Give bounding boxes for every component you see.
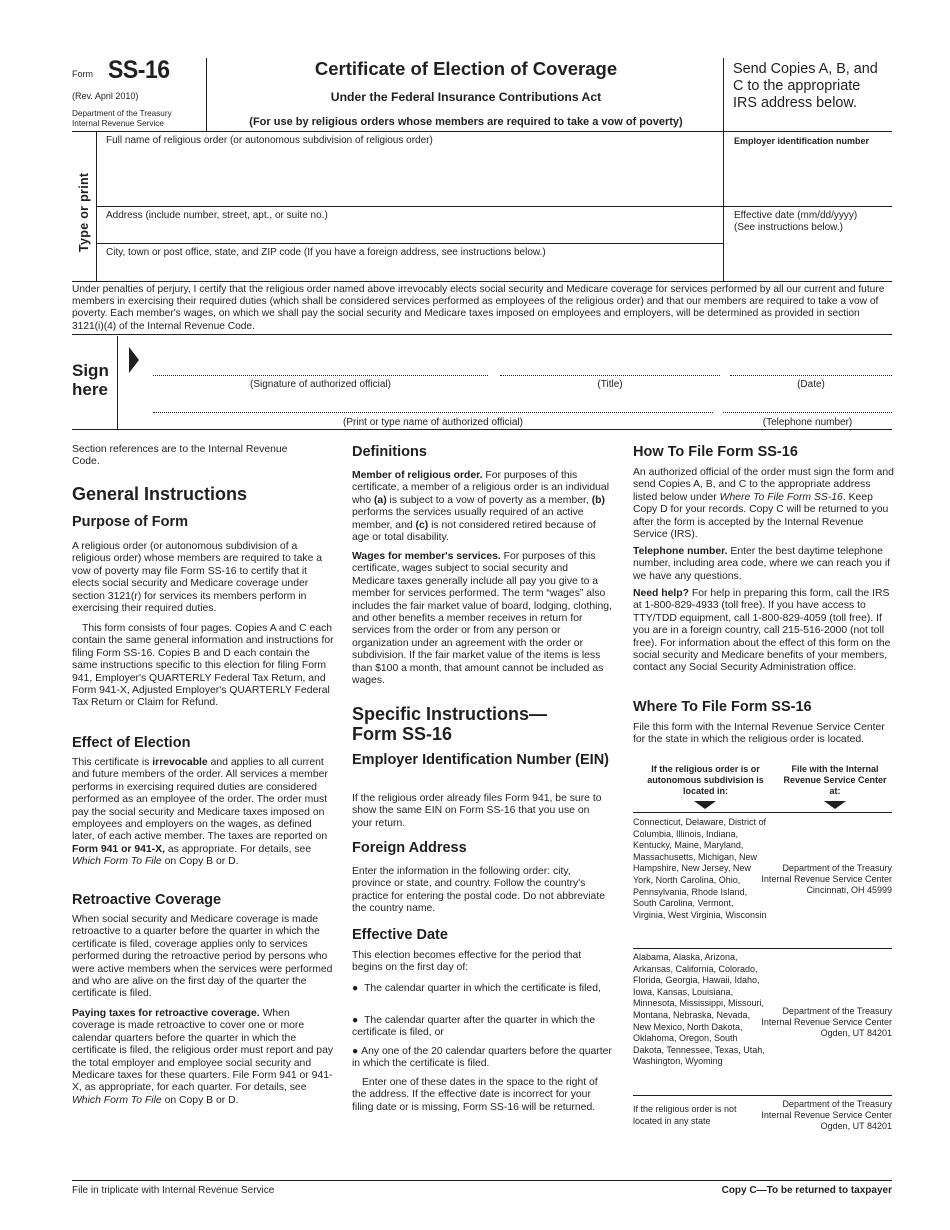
- effective-date-bullet-2: ● The calendar quarter after the quarter in which the certificate is filed, or: [352, 1015, 596, 1039]
- telephone-caption: (Telephone number): [762, 417, 853, 428]
- foreign-address-text: Enter the information in the following order: city, province or state, and country. Follow the country's practice for entering the postal code. Do not abbreviate the country name.: [352, 866, 605, 915]
- purpose-heading: Purpose of Form: [72, 514, 189, 530]
- signature-line[interactable]: [153, 375, 488, 376]
- table-row-rule: [633, 1095, 892, 1096]
- field-row-rule-1: [97, 206, 892, 207]
- retroactive-paragraph-2: Paying taxes for retroactive coverage. When coverage is made retroactive to cover one or more calendar quarters before the quarter in which the certificate is filed, the religious order must report and pay the total employer and employee social security and Medicare taxes for these quarters. File Form 941 or 941-X, as appropriate, for each quarter. For details, see Which Form To File on Copy B or D.: [72, 1008, 334, 1106]
- foreign-address-heading: Foreign Address: [352, 840, 467, 856]
- definitions-heading: Definitions: [352, 444, 427, 460]
- retroactive-heading: Retroactive Coverage: [72, 892, 222, 908]
- section-references: Section references are to the Internal Revenue Code.: [72, 444, 288, 468]
- header-bottom-rule: [72, 131, 892, 132]
- effective-date-bullet-1: ● The calendar quarter in which the certificate is filed,: [352, 983, 601, 994]
- effect-heading: Effect of Election: [72, 735, 191, 751]
- send-copies-note: Send Copies A, B, and C to the appropriate IRS address below.: [733, 61, 878, 111]
- member-definition: Member of religious order. For purposes of this certificate, a member of a religious order is an individual who (a) is subject to a vow of poverty as a member, (b) performs the services usually required of an active member, and (c) is not considered retired because of age or total disability.: [352, 470, 610, 544]
- down-arrow-icon: [824, 801, 846, 809]
- effective-date-field[interactable]: [730, 236, 892, 280]
- print-name-caption: (Print or type name of authorized official): [343, 417, 523, 428]
- specific-instructions-heading: Specific Instructions— Form SS-16: [352, 704, 548, 744]
- how-to-file-heading: How To File Form SS-16: [633, 444, 798, 460]
- date-line[interactable]: [730, 375, 892, 376]
- need-help-paragraph: Need help? For help in preparing this form, call the IRS at 1-800-829-4933 (toll free). If you have access to TTY/TDD equipment, call 1-800-829-4059 (toll free). If you are in a foreign country, call 215-516-2000 (not toll free). For information about the effect of this form on the social security and Medicare benefits of your members, contact any Social Security Administration office.: [633, 588, 891, 674]
- telephone-line[interactable]: [723, 412, 892, 413]
- perjury-bottom-rule: [72, 334, 892, 335]
- wages-definition: Wages for member's services. For purposes of this certificate, wages subject to social security and Medicare taxes generally include all pay you give to a member for services performed. The term “wages” also includes the fair market value of board, lodging, clothing, and other benefits a member receives in return for services from the order or from any person or organization under an agreement with the order or subdivision. If the fair market value of the items is less than $100 a month, that amount cannot be included as wages.: [352, 551, 612, 687]
- effective-date-label: Effective date (mm/dd/yyyy) (See instructions below.): [734, 210, 858, 233]
- signature-caption: (Signature of authorized official): [249, 379, 391, 390]
- purpose-paragraph-2: This form consists of four pages. Copies A and C each contain the same general information and instructions for filing Form SS-16. Copies B and D each contain the same instructions specific to this election for filing Form 941, Employer's QUARTERLY Federal Tax Return, and Form 941-X, Adjusted Employer's QUARTERLY Federal Tax Return or Claim for Refund.: [72, 623, 334, 709]
- footer-right: Copy C—To be returned to taxpayer: [721, 1185, 892, 1196]
- city-label: City, town or post office, state, and ZIP code (If you have a foreign address, see instructions below.): [106, 247, 546, 258]
- where-to-file-heading: Where To File Form SS-16: [633, 699, 812, 715]
- sign-arrow-icon: [129, 347, 139, 373]
- table-header-service-center: File with the Internal Revenue Service Center at:: [783, 764, 887, 796]
- down-arrow-icon: [694, 801, 716, 809]
- ein-field[interactable]: [730, 148, 892, 206]
- department-name: Department of the Treasury Internal Revenue Service: [72, 109, 172, 128]
- footer-rule: [72, 1180, 892, 1181]
- bullet-icon: ●: [352, 1046, 362, 1057]
- effect-paragraph: This certificate is irrevocable and applies to all current and future members of the order. All services a member performs in exercising required duties are considered performed as an employee of the order. The order must pay the social security and Medicare taxes imposed on employees and employers on the wages, as defined later, of each active member. The taxes are reported on Form 941 or 941-X, as appropriate. For details, see Which Form To File on Copy B or D.: [72, 757, 328, 868]
- form-word: Form: [72, 69, 93, 79]
- city-field[interactable]: [104, 259, 718, 280]
- telephone-number-paragraph: Telephone number. Enter the best daytime telephone number, including area code, where we can reach you if we have any questions.: [633, 546, 891, 582]
- table-header-rule: [633, 812, 892, 813]
- form-number: SS-16: [108, 56, 170, 84]
- revision-date: (Rev. April 2010): [72, 91, 139, 101]
- field-bottom-rule: [72, 281, 892, 282]
- address-label: Address (include number, street, apt., or suite no.): [106, 210, 328, 221]
- effective-date-text: This election becomes effective for the period that begins on the first day of:: [352, 950, 582, 974]
- perjury-statement: Under penalties of perjury, I certify that the religious order named above irrevocably elects social security and Medicare coverage for services performed by all our current and future members in exercising their required duties (which shall be considered services performed as employees of the religious order) and that our members are required to take a vow of poverty. Each member's wages, on which we shall pay the social security and Medicare taxes imposed on employees and employers, will be determined as provided in section 3121(i)(4) of the Internal Revenue Code.: [72, 284, 885, 332]
- type-or-print-label: Type or print: [77, 172, 91, 252]
- form-use-note: (For use by religious orders whose members are required to take a vow of poverty): [249, 116, 683, 128]
- effective-date-paragraph-2: Enter one of these dates in the space to the right of the address. If the effective date is incorrect for your filing date or is missing, Form SS-16 will be returned.: [352, 1077, 598, 1113]
- bullet-icon: ●: [352, 1015, 365, 1026]
- ein-text: If the religious order already files Form 941, be sure to show the same EIN on Form SS-16 that you use on your return.: [352, 793, 602, 829]
- religious-order-name-field[interactable]: [104, 147, 718, 205]
- table-row-address: Department of the Treasury Internal Revenue Service Center Cincinnati, OH 45999: [761, 863, 892, 895]
- table-row: Alabama, Alaska, Arizona, Arkansas, California, Colorado, Florida, Georgia, Hawaii, Idaho, Iowa, Kansas, Louisiana, Minnesota, Mississippi, Missouri, Montana, Nebraska, Nevada, New Mexico, North Dakota, Oklahoma, Oregon, South Dakota, Tennessee, Texas, Utah, Washington, Wyoming: [633, 952, 765, 1067]
- sign-bottom-rule: [72, 429, 892, 430]
- table-row: If the religious order is not located in any state: [633, 1104, 737, 1126]
- field-row-rule-2: [97, 243, 723, 244]
- table-header-location: If the religious order is or autonomous subdivision is located in:: [647, 764, 764, 796]
- effective-date-bullet-3: ● Any one of the 20 calendar quarters before the quarter in which the certificate is filed.: [352, 1046, 612, 1070]
- purpose-paragraph-1: A religious order (or autonomous subdivision of a religious order) whose members are required to take a vow of poverty may file Form SS-16 to certify that it elects social security and Medicare coverage under section 3121(r) for services its members perform in exercising their required duties.: [72, 541, 323, 615]
- table-row-address: Department of the Treasury Internal Revenue Service Center Ogden, UT 84201: [761, 1099, 892, 1131]
- ein-label: Employer identification number: [734, 136, 870, 146]
- where-to-file-text: File this form with the Internal Revenue Service Center for the state in which the religious order is located.: [633, 722, 885, 746]
- form-title: Certificate of Election of Coverage: [314, 58, 618, 79]
- sign-side-rule: [117, 336, 118, 429]
- address-field[interactable]: [104, 222, 718, 242]
- bullet-icon: ●: [352, 983, 365, 994]
- date-caption: (Date): [797, 379, 825, 390]
- title-caption: (Title): [597, 379, 623, 390]
- ein-heading: Employer Identification Number (EIN): [352, 752, 609, 768]
- religious-order-name-label: Full name of religious order (or autonomous subdivision of religious order): [106, 135, 433, 146]
- table-row: Connecticut, Delaware, District of Columbia, Illinois, Indiana, Kentucky, Maine, Maryland, Massachusetts, Michigan, New Hampshire, New Jersey, New York, North Carolina, Ohio, Pennsylvania, Rhode Island, South Carolina, Vermont, Virginia, West Virginia, Wisconsin: [633, 817, 767, 920]
- table-row-address: Department of the Treasury Internal Revenue Service Center Ogden, UT 84201: [761, 1006, 892, 1038]
- form-subtitle: Under the Federal Insurance Contributions Act: [330, 90, 602, 104]
- table-row-rule: [633, 948, 892, 949]
- effective-date-heading: Effective Date: [352, 927, 448, 943]
- print-name-line[interactable]: [153, 412, 713, 413]
- title-line[interactable]: [500, 375, 720, 376]
- how-to-file-paragraph: An authorized official of the order must sign the form and send Copies A, B, and C to the appropriate address listed below under Where To File Form SS-16. Keep Copy D for your records. Copy C will be returned to you after the form is accepted by the Internal Revenue Service (IRS).: [633, 467, 894, 541]
- retroactive-paragraph-1: When social security and Medicare coverage is made retroactive to a quarter before the quarter in which the certificate is filed, coverage applies only to services performed during the retroactive period by persons who were active members when the services were performed and who are alive on the first day of the quarter the certificate is filed.: [72, 914, 333, 1000]
- header-divider-right: [723, 58, 724, 281]
- sign-here-label: Sign here: [72, 361, 109, 399]
- general-instructions-heading: General Instructions: [72, 484, 248, 504]
- header-divider-left: [206, 58, 207, 131]
- footer-left: File in triplicate with Internal Revenue Service: [72, 1185, 275, 1196]
